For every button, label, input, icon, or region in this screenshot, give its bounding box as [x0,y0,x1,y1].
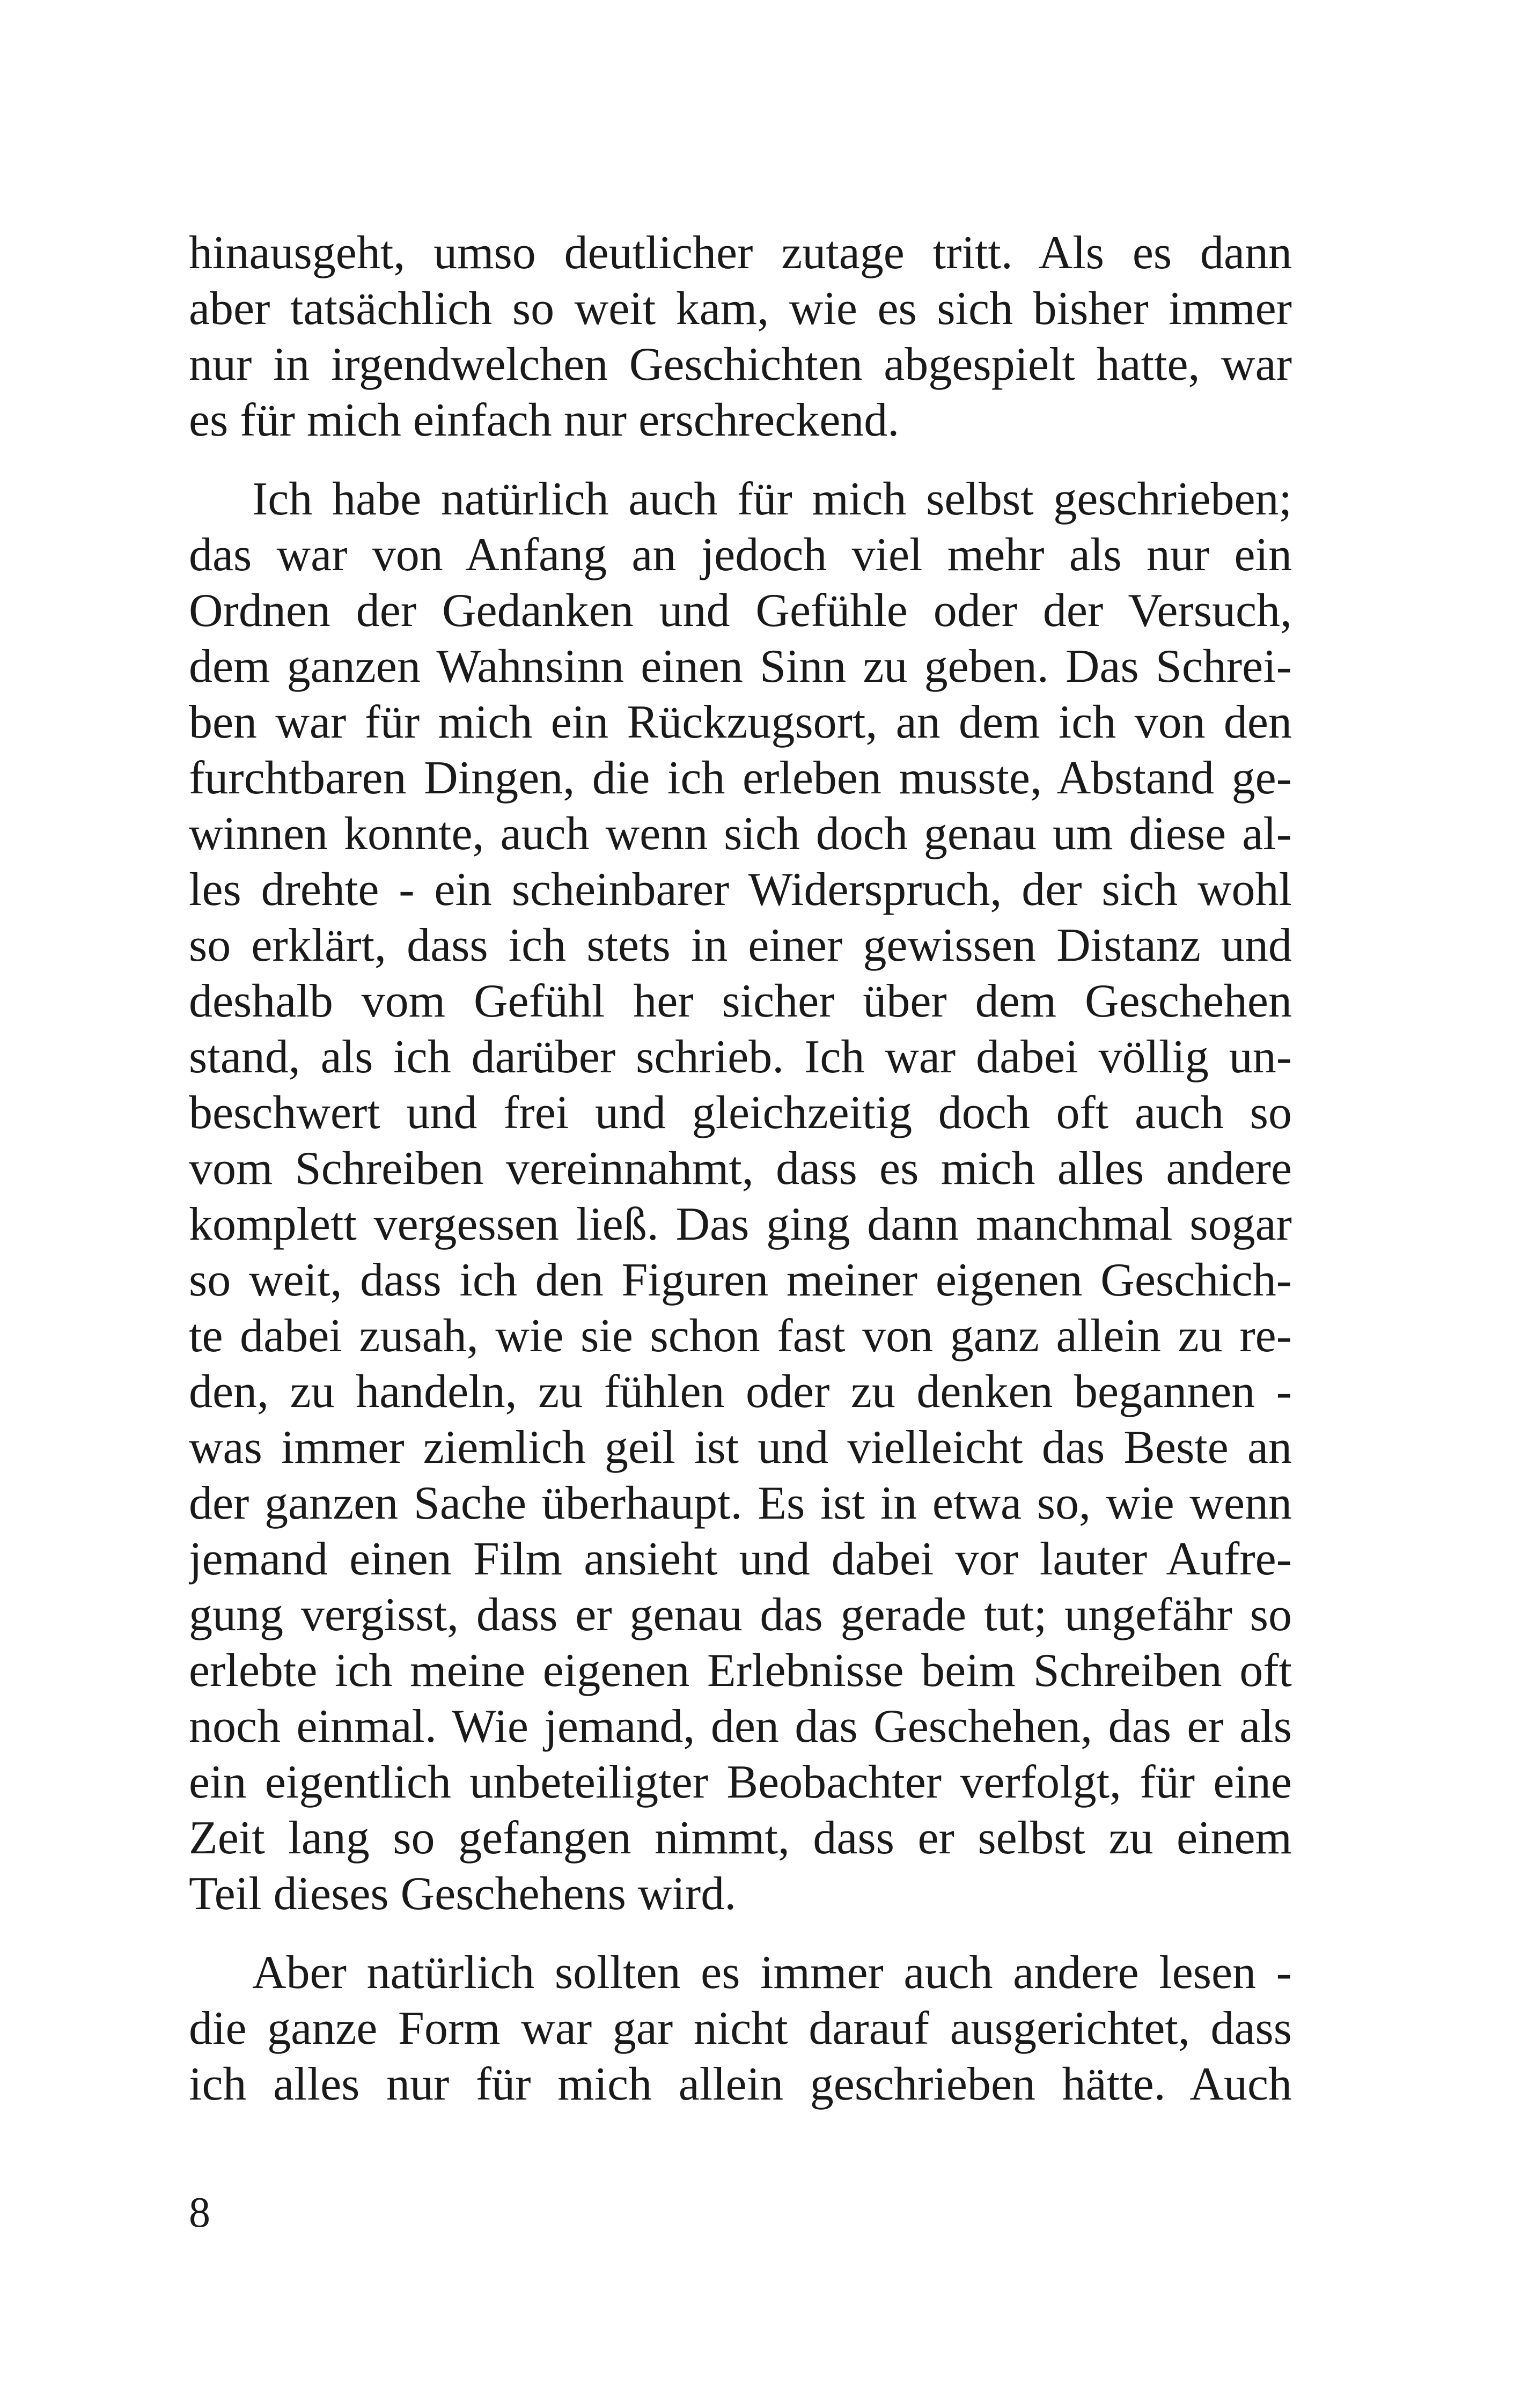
text-line: was immer ziemlich geil ist und vielleicht das Beste an [189,1422,1292,1474]
text-line: les drehte - ein scheinbarer Widerspruch, der sich wohl [189,864,1292,916]
text-line: winnen konnte, auch wenn sich doch genau um diese al- [189,808,1292,860]
text-line: te dabei zusah, wie sie schon fast von ganz allein zu re- [189,1310,1292,1362]
text-line: Zeit lang so gefangen nimmt, dass er selbst zu einem [189,1812,1292,1864]
text-line: Aber natürlich sollten es immer auch andere lesen - [252,1947,1292,1999]
text-line: dem ganzen Wahnsinn einen Sinn zu geben. Das Schrei- [189,640,1292,693]
text-line: hinausgeht, umso deutlicher zutage tritt. Als es dann [189,227,1292,279]
text-line: den, zu handeln, zu fühlen oder zu denken begannen - [189,1366,1292,1418]
paragraph [189,225,1292,448]
text-line: stand, als ich darüber schrieb. Ich war dabei völlig un- [189,1031,1292,1083]
text-line: jemand einen Film ansieht und dabei vor lauter Aufre- [189,1533,1292,1585]
text-line: furchtbaren Dingen, die ich erleben musste, Abstand ge- [189,752,1292,804]
text-line: komplett vergessen ließ. Das ging dann manchmal sogar [189,1198,1292,1250]
paragraph [189,1945,1292,2112]
text-line: aber tatsächlich so weit kam, wie es sich bisher immer [189,283,1292,335]
page-number: 8 [189,2189,210,2236]
text-line: das war von Anfang an jedoch viel mehr als nur ein [189,529,1292,581]
paragraph [189,472,1292,1922]
text-line: so weit, dass ich den Figuren meiner eigenen Geschich- [189,1254,1292,1306]
text-line: Ich habe natürlich auch für mich selbst geschrieben; [252,473,1292,525]
text-line: ein eigentlich unbeteiligter Beobachter verfolgt, für eine [189,1756,1292,1808]
body-text [189,225,1292,2112]
text-line: vom Schreiben vereinnahmt, dass es mich alles andere [189,1143,1292,1195]
text-line: noch einmal. Wie jemand, den das Geschehen, das er als [189,1700,1292,1752]
text-line: Teil dieses Geschehens wird. [189,1868,737,1920]
text-line: es für mich einfach nur erschreckend. [189,394,900,446]
text-line: so erklärt, dass ich stets in einer gewissen Distanz und [189,919,1292,971]
text-line: nur in irgendwelchen Geschichten abgespielt hatte, war [189,338,1292,391]
text-line: ich alles nur für mich allein geschrieben hätte. Auch [189,2058,1292,2110]
text-line: Ordnen der Gedanken und Gefühle oder der Versuch, [189,585,1292,637]
text-line: erlebte ich meine eigenen Erlebnisse beim Schreiben oft [189,1645,1292,1697]
text-line: ben war für mich ein Rückzugsort, an dem ich von den [189,696,1292,748]
text-line: der ganzen Sache überhaupt. Es ist in etwa so, wie wenn [189,1477,1292,1529]
text-line: gung vergisst, dass er genau das gerade tut; ungefähr so [189,1589,1292,1641]
text-line: beschwert und frei und gleichzeitig doch oft auch so [189,1087,1292,1139]
text-line: deshalb vom Gefühl her sicher über dem Geschehen [189,975,1292,1027]
text-line: die ganze Form war gar nicht darauf ausgerichtet, dass [189,2002,1292,2054]
